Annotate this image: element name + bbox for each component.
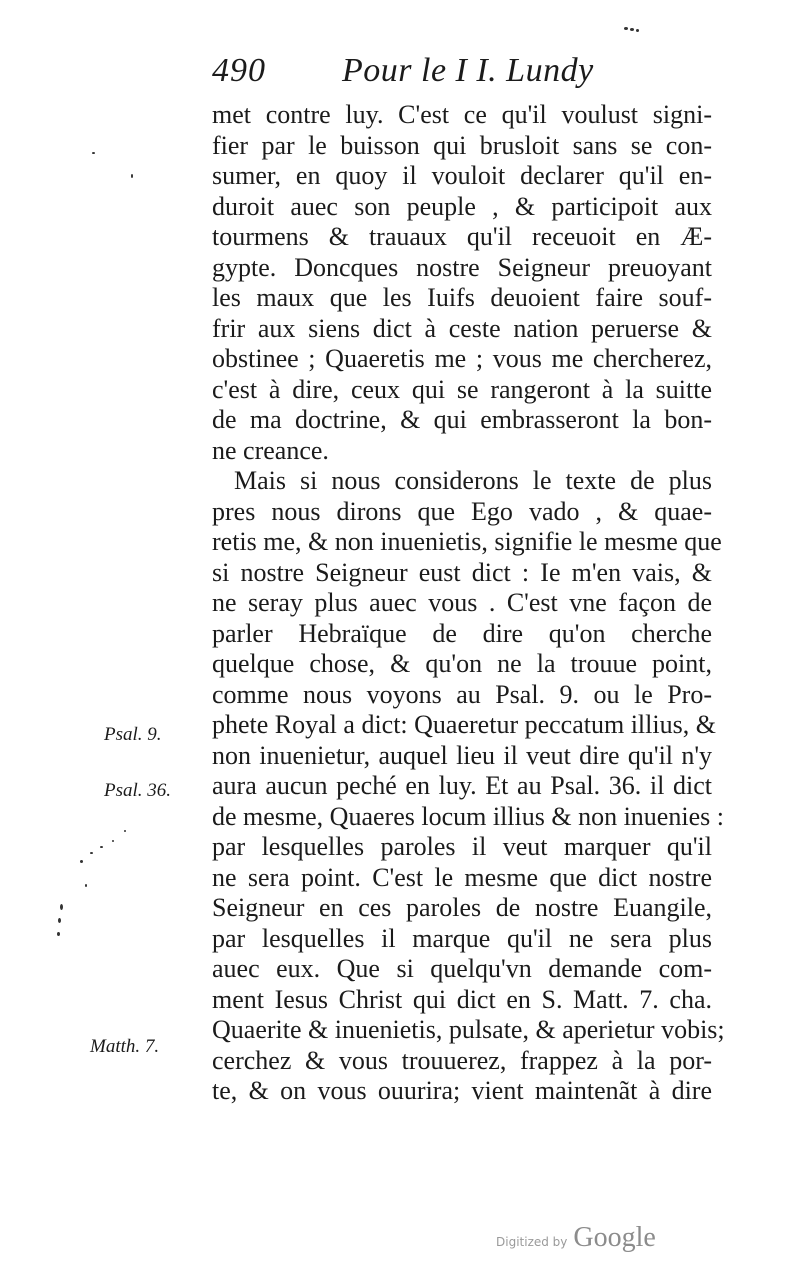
text-line: fier par le buisson qui brusloit sans se con- bbox=[212, 130, 712, 160]
page-number: 490 bbox=[212, 52, 266, 89]
text-line: si nostre Seigneur eust dict : Ie m'en vais, & bbox=[212, 557, 712, 587]
text-line: Mais si nous considerons le texte de plus bbox=[234, 466, 712, 495]
text-line: les maux que les Iuifs deuoient faire souf- bbox=[212, 283, 712, 312]
text-line: c'est à dire, ceux qui se rangeront à la suitte bbox=[212, 374, 712, 404]
margin-note-matth-7: Matth. 7. bbox=[90, 1036, 160, 1057]
text-line: frir aux siens dict à ceste nation peruerse & bbox=[212, 313, 712, 343]
scan-speck bbox=[124, 830, 126, 832]
text-line: non inuenietur, auquel lieu il veut dire qu'il n'y bbox=[212, 740, 712, 770]
text-line: parler Hebraïque de dire qu'on cherche bbox=[212, 618, 712, 648]
text-line: aura aucun peché en luy. Et au Psal. 36. il dict bbox=[212, 771, 712, 800]
running-head: Pour le I I. Lundy bbox=[342, 52, 594, 89]
text-line: de mesme, Quaeres locum illius & non inuenies : bbox=[212, 801, 724, 831]
text-line: comme nous voyons au Psal. 9. ou le Pro- bbox=[212, 679, 712, 709]
text-line: obstinee ; Quaeretis me ; vous me chercherez, bbox=[212, 344, 712, 373]
scan-speck bbox=[112, 840, 114, 842]
text-line: ne seray plus auec vous . C'est vne façon de bbox=[212, 588, 712, 617]
text-line: retis me, & non inuenietis, signifie le mesme que bbox=[212, 527, 722, 556]
scan-speck bbox=[100, 846, 103, 848]
text-line: ment Iesus Christ qui dict en S. Matt. 7. cha. bbox=[212, 984, 712, 1014]
scan-speck bbox=[80, 860, 83, 863]
text-line: te, & on vous ouurira; vient maintenãt à dire bbox=[212, 1076, 712, 1105]
scan-speck bbox=[60, 904, 63, 910]
text-line: auec eux. Que si quelqu'vn demande com- bbox=[212, 954, 712, 983]
scan-speck bbox=[131, 174, 133, 178]
text-line: sumer, en quoy il vouloit declarer qu'il en- bbox=[212, 161, 712, 190]
scan-speck bbox=[58, 918, 61, 923]
text-line: met contre luy. C'est ce qu'il voulust signi- bbox=[212, 100, 712, 129]
margin-note-psal-36: Psal. 36. bbox=[104, 780, 172, 801]
text-line: Quaerite & inuenietis, pulsate, & aperietur vobis; bbox=[212, 1015, 725, 1044]
text-line: ne sera point. C'est le mesme que dict nostre bbox=[212, 862, 712, 892]
text-line: cerchez & vous trouuerez, frappez à la por- bbox=[212, 1045, 712, 1075]
body-text bbox=[212, 100, 725, 1107]
google-logo: Google bbox=[573, 1222, 656, 1253]
text-line: pres nous dirons que Ego vado , & quae- bbox=[212, 496, 712, 526]
text-line: tourmens & trauaux qu'il receuoit en Æ- bbox=[212, 222, 712, 251]
text-line: duroit auec son peuple , & participoit aux bbox=[212, 191, 712, 221]
text-line: phete Royal a dict: Quaeretur peccatum illius, & bbox=[212, 710, 716, 739]
scan-speck bbox=[630, 28, 634, 31]
scan-speck bbox=[92, 152, 95, 154]
scan-speck bbox=[85, 884, 87, 887]
text-line: de ma doctrine, & qui embrasseront la bon- bbox=[212, 405, 712, 434]
scan-speck bbox=[624, 27, 628, 30]
text-line: ne creance. bbox=[212, 435, 329, 465]
digitization-watermark bbox=[496, 1222, 656, 1254]
watermark-caption: Digitized by bbox=[496, 1235, 568, 1249]
text-line: par lesquelles paroles il veut marquer qu'il bbox=[212, 832, 712, 861]
scan-speck bbox=[90, 852, 93, 854]
page-header bbox=[212, 52, 712, 96]
text-line: gypte. Doncques nostre Seigneur preuoyant bbox=[212, 252, 712, 282]
scan-speck bbox=[636, 29, 639, 32]
text-line: par lesquelles il marque qu'il ne sera plus bbox=[212, 923, 712, 953]
scan-speck bbox=[57, 932, 60, 936]
margin-note-psal-9: Psal. 9. bbox=[104, 724, 162, 745]
text-line: quelque chose, & qu'on ne la trouue point, bbox=[212, 649, 712, 678]
text-line: Seigneur en ces paroles de nostre Euangile, bbox=[212, 893, 712, 922]
